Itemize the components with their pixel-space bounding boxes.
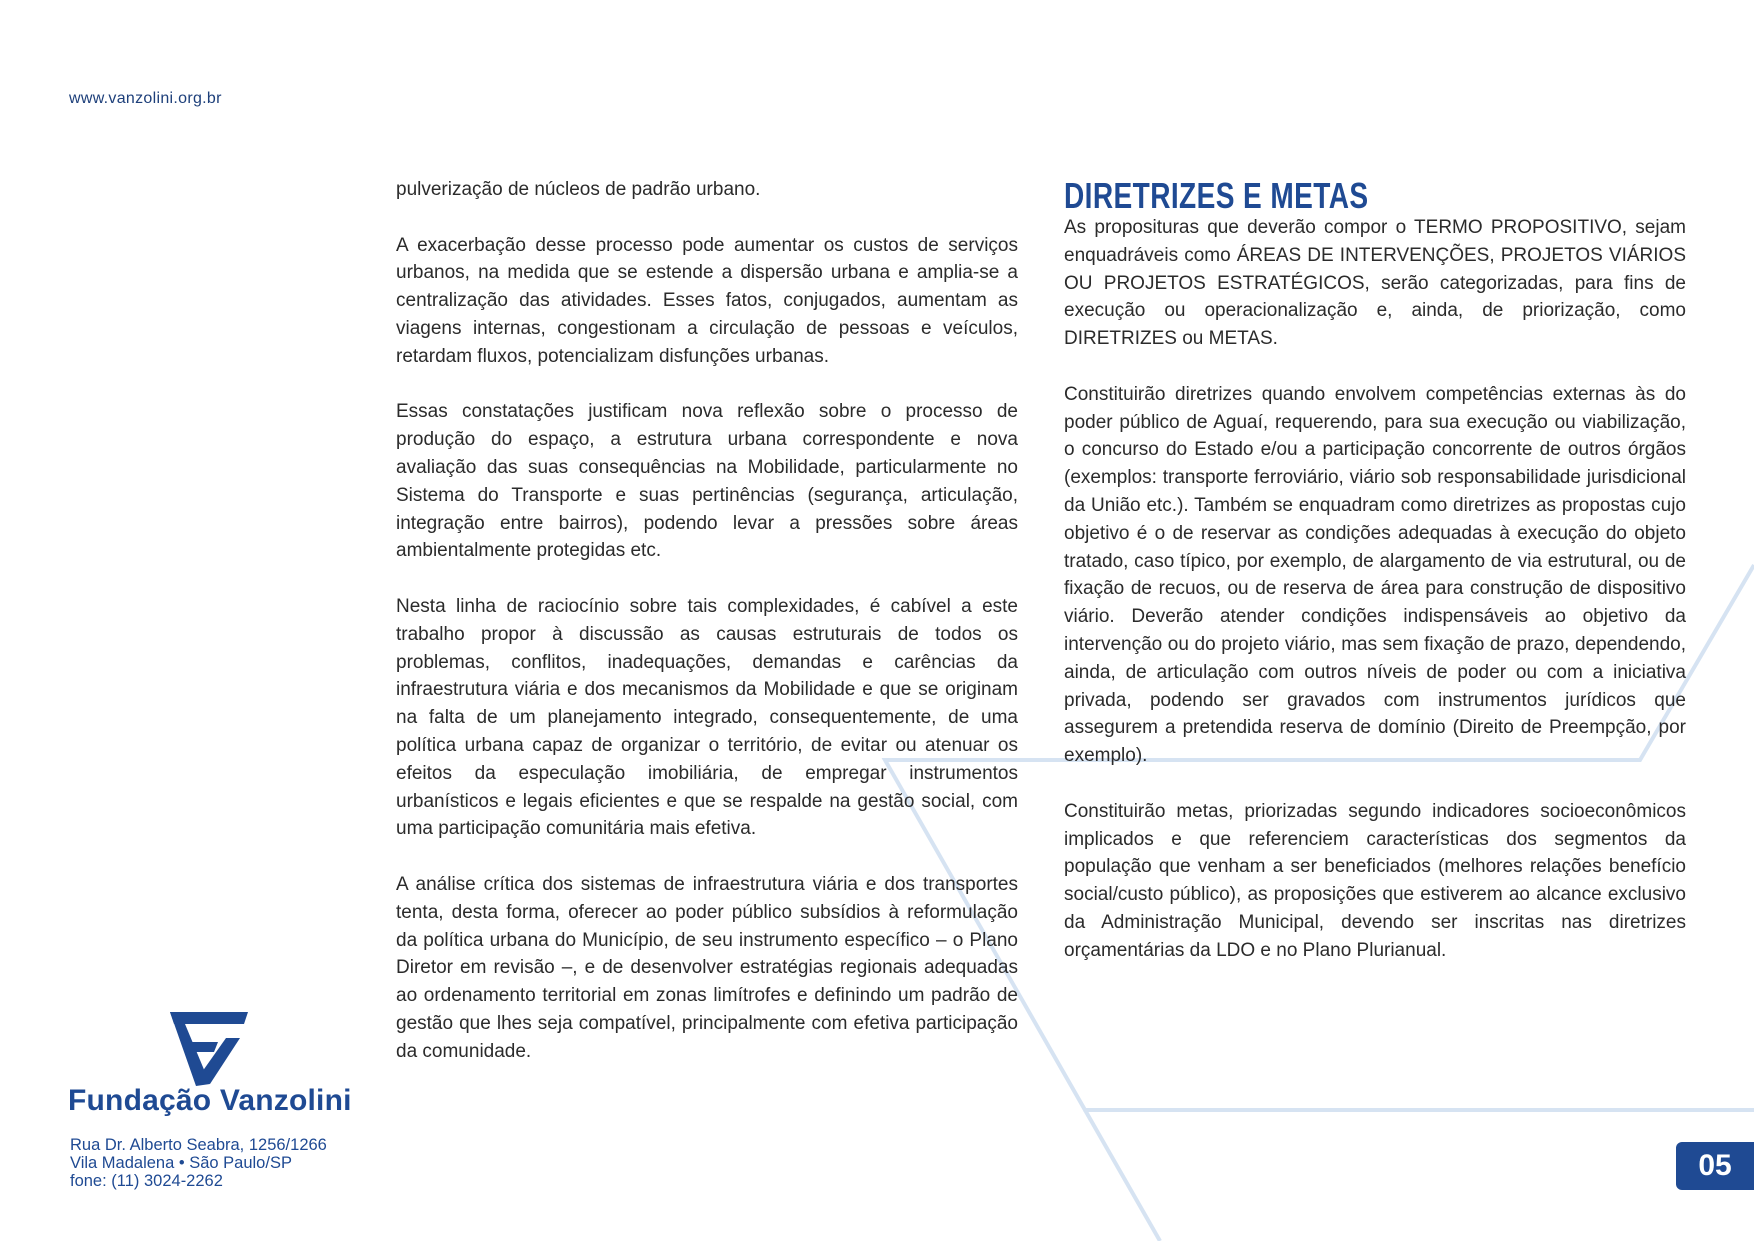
paragraph: As proposituras que deverão compor o TERMO PROPOSITIVO, sejam enquadráveis como ÁREAS DE INTERVENÇÕES, PROJETOS VIÁRIOS OU PROJETOS ESTRATÉGICOS, serão categorizadas, para fins de execução ou operacionalização e, ainda, de priorização, como DIRETRIZES ou METAS. [1064, 217, 1686, 350]
paragraph: pulverização de núcleos de padrão urbano. [396, 179, 761, 200]
phone-number: fone: (11) 3024-2262 [70, 1172, 223, 1190]
website-url[interactable]: www.vanzolini.org.br [69, 90, 222, 107]
left-text-column [396, 176, 1018, 1093]
address-city: Vila Madalena • São Paulo/SP [70, 1154, 292, 1172]
address-block [70, 1136, 327, 1190]
paragraph: Constituirão diretrizes quando envolvem competências externas às do poder público de Aguaí, requerendo, para sua execução ou viabilização, o concurso do Estado e/ou a participação concorrente de outros órgãos (exemplos: transporte ferroviário, viário sob responsabilidade jurisdicional da União etc.). Também se enquadram como diretrizes as propostas cujo objetivo é o de reservar as condições adequadas à execução do objeto tratado, caso típico, por exemplo, de alargamento de via estrutural, ou de fixação de recuos, ou de reserva de área para construção de dispositivo viário. Deverão atender condições indispensáveis ao objetivo da intervenção ou do projeto viário, mas sem fixação de prazo, dependendo, ainda, de articulação com outros níveis de poder ou com a iniciativa privada, podendo ser gravados com instrumentos jurídicos que assegurem a pretendida reserva de domínio (Direito de Preempção, por exemplo). [1064, 383, 1686, 767]
paragraph: A análise crítica dos sistemas de infraestrutura viária e dos transportes tenta, desta forma, oferecer ao poder público subsídios à reformulação da política urbana do Município, de seu instrumento específico – o Plano Diretor em revisão –, e de desenvolver estratégias regionais adequadas ao ordenamento territorial em zonas limítrofes e definindo um padrão de gestão que lhes seja compatível, principalmente com efetiva participação da comunidade. [396, 873, 1018, 1062]
section-title: DIRETRIZES E METAS [1064, 175, 1369, 216]
vanzolini-logo-icon [68, 1010, 248, 1088]
paragraph: A exacerbação desse processo pode aumentar os custos de serviços urbanos, na medida que se estende a dispersão urbana e amplia-se a centralização das atividades. Esses fatos, conjugados, aumentam as viagens internas, congestionam a circulação de pessoas e veículos, retardam fluxos, potencializam disfunções urbanas. [396, 234, 1018, 367]
deco-line-lower [1085, 1110, 1160, 1241]
page-number-badge: 05 [1676, 1142, 1754, 1190]
paragraph: Nesta linha de raciocínio sobre tais complexidades, é cabível a este trabalho propor à discussão as causas estruturais de todos os problemas, conflitos, inadequações, demandas e carências da infraestrutura viária e dos mecanismos da Mobilidade e que se originam na falta de um planejamento integrado, consequentemente, de uma política urbana capaz de organizar o território, de evitar ou atenuar os efeitos da especulação imobiliária, de empregar instrumentos urbanísticos e legais eficientes e que se respalde na gestão social, com uma participação comunitária mais efetiva. [396, 595, 1018, 840]
right-text-column [1064, 214, 1686, 992]
organization-name: Fundação Vanzolini [68, 1084, 352, 1117]
paragraph: Essas constatações justificam nova reflexão sobre o processo de produção do espaço, a estrutura urbana correspondente e nova avaliação das suas consequências na Mobilidade, particularmente no Sistema do Transporte e suas pertinências (segurança, articulação, integração entre bairros), podendo levar a pressões sobre áreas ambientalmente protegidas etc. [396, 401, 1018, 562]
address-street: Rua Dr. Alberto Seabra, 1256/1266 [70, 1136, 327, 1154]
paragraph: Constituirão metas, priorizadas segundo indicadores socioeconômicos implicados e que referenciem características dos segmentos da população que venham a ser beneficiados (melhores relações benefício social/custo público), as proposições que estiverem ao alcance exclusivo da Administração Municipal, devendo ser inscritas nas diretrizes orçamentárias da LDO e no Plano Plurianual. [1064, 800, 1686, 961]
